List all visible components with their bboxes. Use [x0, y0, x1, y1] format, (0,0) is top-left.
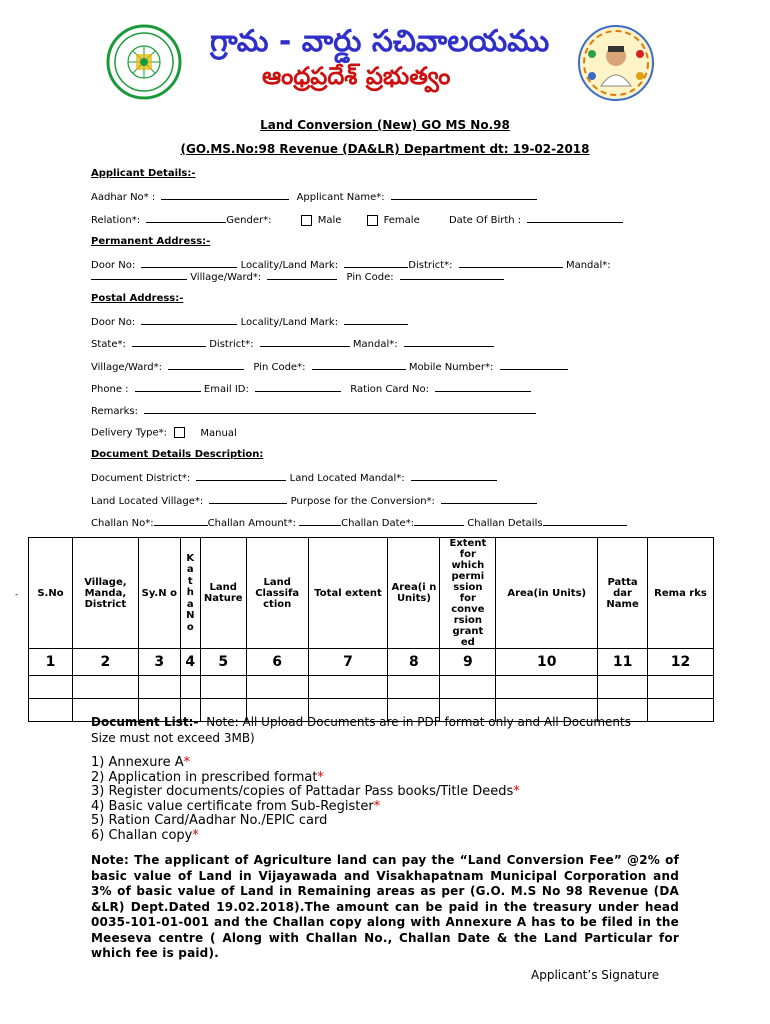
postal-row-4 [91, 382, 531, 395]
land-mandal-label: Land Located Mandal*: [289, 473, 405, 484]
col-number: 8 [388, 649, 440, 676]
table-cell[interactable] [496, 676, 598, 699]
mandal-field[interactable] [91, 270, 187, 280]
header-remarks: Rema rks [648, 538, 714, 649]
dob-label: Date Of Birth : [448, 215, 522, 226]
permanent-row-2 [91, 270, 504, 283]
postal-mandal-label: Mandal*: [352, 339, 398, 350]
delivery-label: Delivery Type*: [91, 427, 168, 439]
table-header-row [29, 538, 714, 649]
mandal-label: Mandal*: [565, 260, 611, 271]
purpose-field[interactable] [441, 494, 537, 504]
ration-field[interactable] [435, 382, 531, 392]
challan-details-field[interactable] [543, 516, 627, 526]
document-row-2 [91, 494, 537, 507]
land-village-field[interactable] [209, 494, 287, 504]
purpose-label: Purpose for the Conversion*: [290, 496, 435, 507]
door-field[interactable] [141, 258, 237, 268]
document-row-1 [91, 471, 497, 484]
stray-mark: - [15, 590, 19, 600]
challan-details-label: Challan Details [467, 518, 543, 529]
manual-label: Manual [200, 427, 237, 439]
col-number: 3 [138, 649, 180, 676]
delivery-row [91, 427, 237, 439]
table-cell[interactable] [648, 676, 714, 699]
postal-village-field[interactable] [168, 360, 244, 370]
document-list-heading: Document List:- [91, 715, 199, 729]
applicant-heading: Applicant Details:- [91, 168, 196, 179]
document-list-intro [91, 715, 651, 746]
table-cell[interactable] [598, 676, 648, 699]
col-number: 1 [29, 649, 73, 676]
postal-pincode-field[interactable] [312, 360, 406, 370]
postal-pincode-label: Pin Code*: [253, 362, 306, 373]
table-cell[interactable] [200, 676, 246, 699]
village-field[interactable] [267, 270, 337, 280]
district-label: District*: [408, 260, 453, 271]
email-field[interactable] [255, 382, 341, 392]
locality-label: Locality/Land Mark: [240, 260, 339, 271]
header-katha: Katha No [180, 538, 200, 649]
postal-district-label: District*: [209, 339, 254, 350]
header-sno: S.No [29, 538, 73, 649]
manual-checkbox[interactable] [174, 427, 185, 438]
postal-heading: Postal Address:- [91, 293, 184, 304]
locality-field[interactable] [344, 258, 408, 268]
col-number: 12 [648, 649, 714, 676]
challan-date-label: Challan Date*: [341, 518, 415, 529]
challan-no-field[interactable] [154, 516, 208, 526]
col-number: 11 [598, 649, 648, 676]
applicant-signature: Applicant’s Signature [531, 968, 660, 982]
table-cell[interactable] [180, 676, 200, 699]
list-item: 1) Annexure A* [91, 755, 191, 770]
list-item: 2) Application in prescribed format* [91, 769, 324, 785]
applicant-row [91, 190, 537, 203]
form-title: Land Conversion (New) GO MS No.98 [260, 118, 510, 132]
header-pattadar-name: Patta dar Name [598, 538, 648, 649]
village-label: Village/Ward*: [190, 272, 262, 283]
document-list-note: Note: All Upload Documents are in PDF format only and All Documents Size must not exceed 3MB) [91, 715, 631, 745]
list-item: 6) Challan copy* [91, 827, 199, 843]
postal-locality-label: Locality/Land Mark: [240, 317, 339, 328]
relation-label: Relation*: [91, 215, 141, 226]
male-label: Male [317, 215, 342, 226]
female-checkbox[interactable] [367, 215, 378, 226]
header-syno: Sy.N o [138, 538, 180, 649]
form-subtitle: (GO.MS.No:98 Revenue (DA&LR) Department dt: 19-02-2018 [180, 142, 590, 156]
challan-no-label: Challan No*: [91, 518, 154, 529]
postal-village-label: Village/Ward*: [91, 362, 162, 373]
col-number: 6 [246, 649, 308, 676]
table-cell[interactable] [246, 676, 308, 699]
table-cell[interactable] [648, 699, 714, 722]
postal-district-field[interactable] [260, 337, 350, 347]
doc-district-label: Document District*: [91, 473, 191, 484]
land-mandal-field[interactable] [411, 471, 497, 481]
col-number: 4 [180, 649, 200, 676]
relation-row [91, 213, 623, 226]
pincode-label: Pin Code: [346, 272, 394, 283]
table-cell[interactable] [29, 676, 73, 699]
doc-district-field[interactable] [196, 471, 286, 481]
header-area-units-2: Area(in Units) [496, 538, 598, 649]
remarks-row [91, 404, 536, 417]
email-label: Email ID: [203, 384, 249, 395]
door-label: Door No: [91, 260, 136, 271]
header-area-units: Area(i n Units) [388, 538, 440, 649]
header-village: Village, Manda, District [72, 538, 138, 649]
male-checkbox[interactable] [301, 215, 312, 226]
col-number: 5 [200, 649, 246, 676]
col-number: 9 [440, 649, 496, 676]
col-number: 2 [72, 649, 138, 676]
header-land-classification: Land Classifa ction [246, 538, 308, 649]
postal-door-field[interactable] [141, 315, 237, 325]
applicant-name-label: Applicant Name*: [296, 192, 385, 203]
phone-label: Phone : [91, 384, 129, 395]
ap-emblem-icon [104, 24, 184, 100]
dob-field[interactable] [527, 213, 623, 223]
postal-door-label: Door No: [91, 317, 136, 328]
list-item: 5) Ration Card/Aadhar No./EPIC card [91, 813, 328, 828]
permanent-heading: Permanent Address:- [91, 236, 211, 247]
header-total-extent: Total extent [308, 538, 388, 649]
state-field[interactable] [132, 337, 206, 347]
postal-row-3 [91, 360, 568, 373]
postal-mandal-field[interactable] [404, 337, 494, 347]
col-number: 10 [496, 649, 598, 676]
col-number: 7 [308, 649, 388, 676]
mobile-field[interactable] [500, 360, 568, 370]
table-number-row [29, 649, 714, 676]
state-label: State*: [91, 339, 126, 350]
district-field[interactable] [459, 258, 563, 268]
remarks-label: Remarks: [91, 406, 139, 417]
list-item: 4) Basic value certificate from Sub-Register* [91, 798, 381, 814]
header-extent-granted: Extent for which permi ssion for conve rsion grant ed [440, 538, 496, 649]
aadhar-field[interactable] [161, 190, 289, 200]
table-cell[interactable] [72, 676, 138, 699]
relation-field[interactable] [146, 213, 226, 223]
secretariat-portrait-icon [575, 24, 657, 102]
remarks-field[interactable] [144, 404, 536, 414]
aadhar-label: Aadhar No* : [91, 192, 156, 203]
page-subtitle-telugu: ఆంధ్రప్రదేశ్ ప్రభుత్వం [262, 62, 451, 90]
challan-amount-label: Challan Amount*: [207, 518, 296, 529]
gender-label: Gender*: [226, 215, 272, 226]
postal-row-2 [91, 337, 494, 350]
table-cell[interactable] [138, 676, 180, 699]
applicant-name-field[interactable] [391, 190, 537, 200]
table-cell[interactable] [308, 676, 388, 699]
document-row-3 [91, 516, 627, 529]
postal-locality-field[interactable] [344, 315, 408, 325]
challan-date-field[interactable] [414, 516, 464, 526]
phone-field[interactable] [135, 382, 201, 392]
page-title-telugu: గ్రామ - వార్డు సచివాలయము [210, 24, 550, 59]
document-heading: Document Details Description: [91, 449, 264, 460]
document-list [91, 756, 691, 843]
table-cell[interactable] [29, 699, 73, 722]
header-land-nature: Land Nature [200, 538, 246, 649]
challan-amount-field[interactable] [299, 516, 341, 526]
female-label: Female [383, 215, 420, 226]
fee-note: Note: The applicant of Agriculture land can pay the “Land Conversion Fee” @2% of basic value of Land in Vijayawada and Visakhapatnam Municipal Corporation and 3% of basic value of Land in Remaining areas as per (G.O. M.S No 98 Revenue (DA &LR) Dept.Dated 19.02.2018).The amount can be paid in the treasury under head 0035-101-01-001 and the Challan copy along with Annexure A has to be filed in the Meeseva centre ( Along with Challan No., Challan Date & the Land Particular for which fee is paid). [91, 853, 679, 960]
table-cell[interactable] [440, 676, 496, 699]
mobile-label: Mobile Number*: [408, 362, 494, 373]
pincode-field[interactable] [400, 270, 504, 280]
land-village-label: Land Located Village*: [91, 496, 204, 507]
land-table [28, 537, 714, 722]
ration-label: Ration Card No: [350, 384, 429, 395]
table-cell[interactable] [388, 676, 440, 699]
postal-row-1 [91, 315, 408, 328]
list-item: 3) Register documents/copies of Pattadar Pass books/Title Deeds* [91, 784, 520, 799]
table-row [29, 676, 714, 699]
